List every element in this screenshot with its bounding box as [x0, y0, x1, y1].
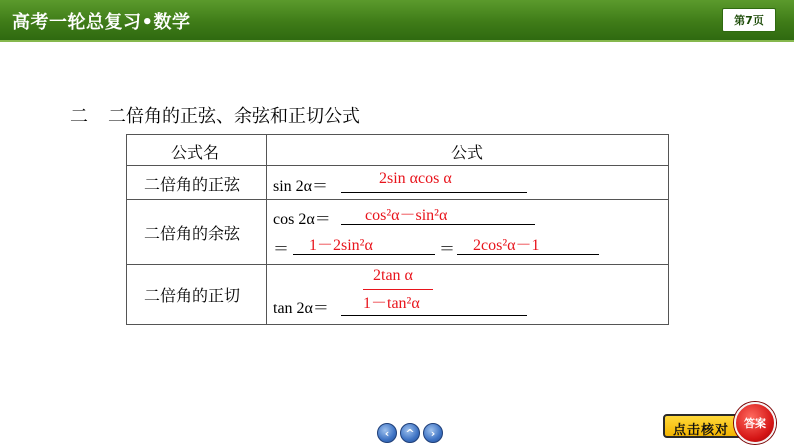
next-page-button[interactable] [423, 423, 443, 443]
header-name-label: 公式名 [171, 143, 220, 162]
row-tangent-name-cell [126, 264, 267, 325]
top-banner [0, 0, 794, 40]
row-tangent-name: 二倍角的正切 [144, 286, 241, 305]
chevron-up-icon: ^ [405, 426, 415, 440]
sine-lhs: sin 2α＝ [273, 178, 329, 195]
home-button[interactable] [400, 423, 420, 443]
answer-badge-label: 答案 [744, 417, 766, 430]
page-number-badge: 第7页 [722, 8, 776, 32]
tangent-numerator: 2tan α [373, 267, 413, 284]
chevron-right-icon: › [430, 426, 436, 440]
prev-page-button[interactable] [377, 423, 397, 443]
section-number: 二 [70, 106, 88, 127]
header-cell-formula [266, 134, 669, 166]
answer-badge-button[interactable] [734, 402, 776, 444]
row-cosine-name-cell [126, 199, 267, 265]
section-title: 二倍角的正弦、余弦和正切公式 [108, 106, 360, 127]
cosine-lhs: cos 2α＝ [273, 211, 331, 228]
header-formula-label: 公式 [451, 143, 484, 162]
header-cell-name [126, 134, 267, 166]
check-answer-label: 点击核对 [673, 423, 730, 438]
tangent-blank-line [341, 315, 527, 316]
cosine-eq-1: ＝ [273, 241, 290, 258]
cosine-answer-3: 2cos²α－1 [473, 237, 540, 254]
row-tangent-formula-cell [266, 264, 669, 325]
row-cosine-formula-cell [266, 199, 669, 265]
formula-table [126, 134, 669, 325]
banner-divider [0, 40, 794, 42]
cosine-answer-2: 1－2sin²α [309, 237, 373, 254]
chevron-left-icon: ‹ [384, 426, 390, 440]
row-sine-name-cell [126, 165, 267, 200]
tangent-lhs: tan 2α＝ [273, 300, 329, 317]
tangent-denominator: 1－tan²α [363, 295, 420, 312]
section-heading [70, 102, 360, 128]
course-title: 高考一轮总复习•数学 [12, 12, 191, 33]
sine-blank-line [341, 192, 527, 193]
sine-answer: 2sin αcos α [379, 170, 452, 187]
cosine-eq-2: ＝ [439, 241, 456, 258]
row-cosine-name: 二倍角的余弦 [144, 224, 241, 243]
cosine-answer-1: cos²α－sin²α [365, 207, 448, 224]
row-sine-formula-cell [266, 165, 669, 200]
row-sine-name: 二倍角的正弦 [144, 175, 241, 194]
